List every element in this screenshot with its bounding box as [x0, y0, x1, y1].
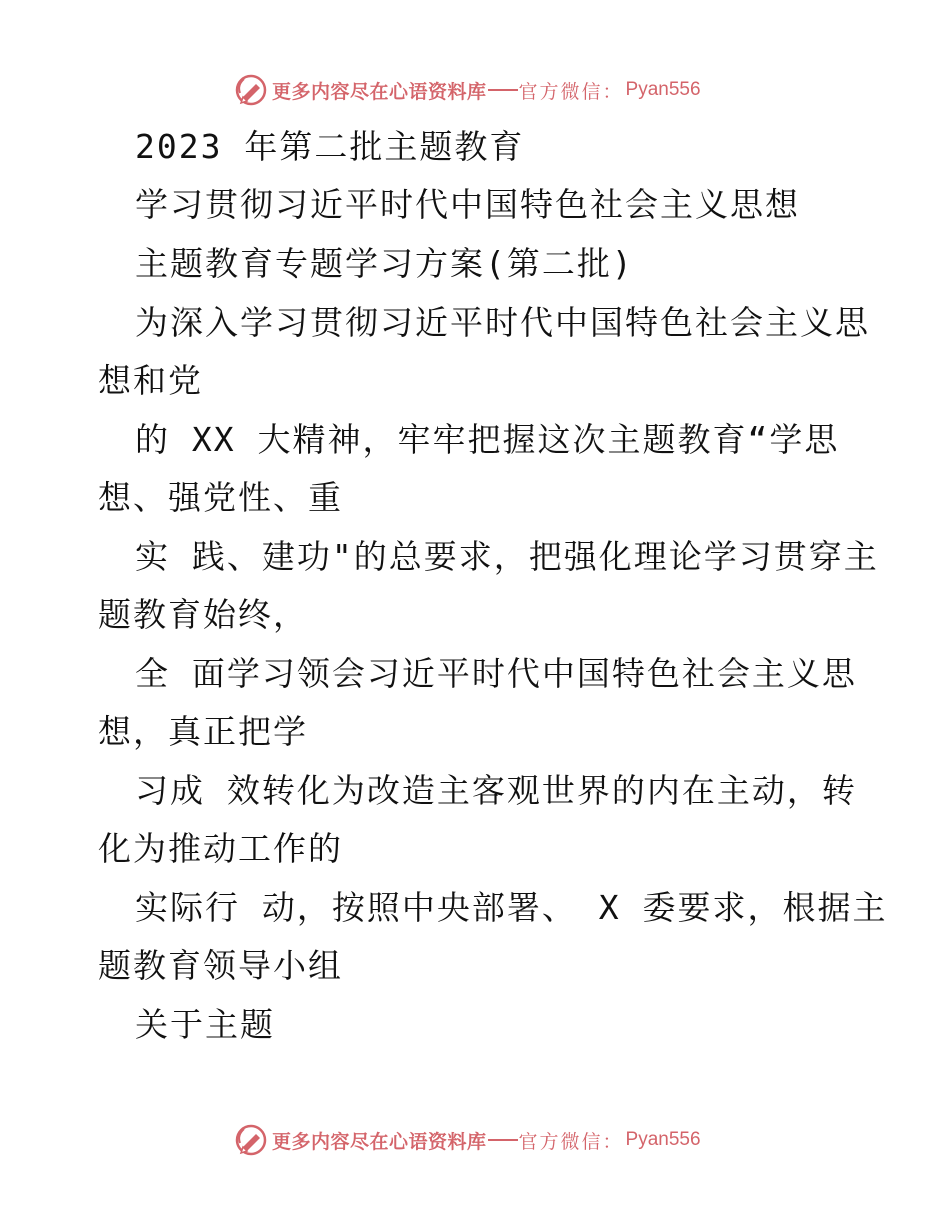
- doc-line: 实际行 动，按照中央部署、 X 委要求，根据主: [135, 888, 888, 927]
- watermark-account-text: Pyan556: [625, 79, 701, 100]
- doc-line: 习成 效转化为改造主客观世界的内在主动，转: [135, 771, 857, 810]
- watermark-label-text: 官方微信：: [518, 1130, 624, 1153]
- pen-logo-icon: [234, 1123, 268, 1157]
- watermark-site-text: 更多内容尽在心语资料库: [272, 1130, 487, 1153]
- doc-line: 全 面学习领会习近平时代中国特色社会主义思: [135, 654, 857, 693]
- doc-line: 想，真正把学: [98, 712, 308, 751]
- watermark-site-text: 更多内容尽在心语资料库: [272, 80, 487, 103]
- footer-watermark: [234, 1122, 701, 1158]
- doc-line: 想和党: [98, 361, 203, 400]
- watermark-label-text: 官方微信：: [518, 80, 624, 103]
- doc-line: 的 XX 大精神，牢牢把握这次主题教育“学思: [135, 420, 840, 459]
- doc-line: 化为推动工作的: [98, 829, 343, 868]
- doc-line: 为深入学习贯彻习近平时代中国特色社会主义思: [135, 303, 870, 342]
- pen-logo-icon: [234, 73, 268, 107]
- watermark-dash: [488, 89, 518, 91]
- watermark-account-text: Pyan556: [625, 1129, 701, 1150]
- doc-line: 学习贯彻习近平时代中国特色社会主义思想: [135, 185, 800, 224]
- header-watermark: [234, 72, 701, 108]
- watermark-dash: [488, 1139, 518, 1141]
- doc-line: 题教育始终，: [98, 595, 308, 634]
- doc-line: 题教育领导小组: [98, 946, 343, 985]
- doc-line: 关于主题: [135, 1005, 275, 1044]
- doc-line: 主题教育专题学习方案(第二批): [135, 244, 634, 283]
- doc-line: 2023 年第二批主题教育: [135, 127, 525, 166]
- doc-line: 想、强党性、重: [98, 478, 343, 517]
- doc-line: 实 践、建功"的总要求，把强化理论学习贯穿主: [135, 537, 879, 576]
